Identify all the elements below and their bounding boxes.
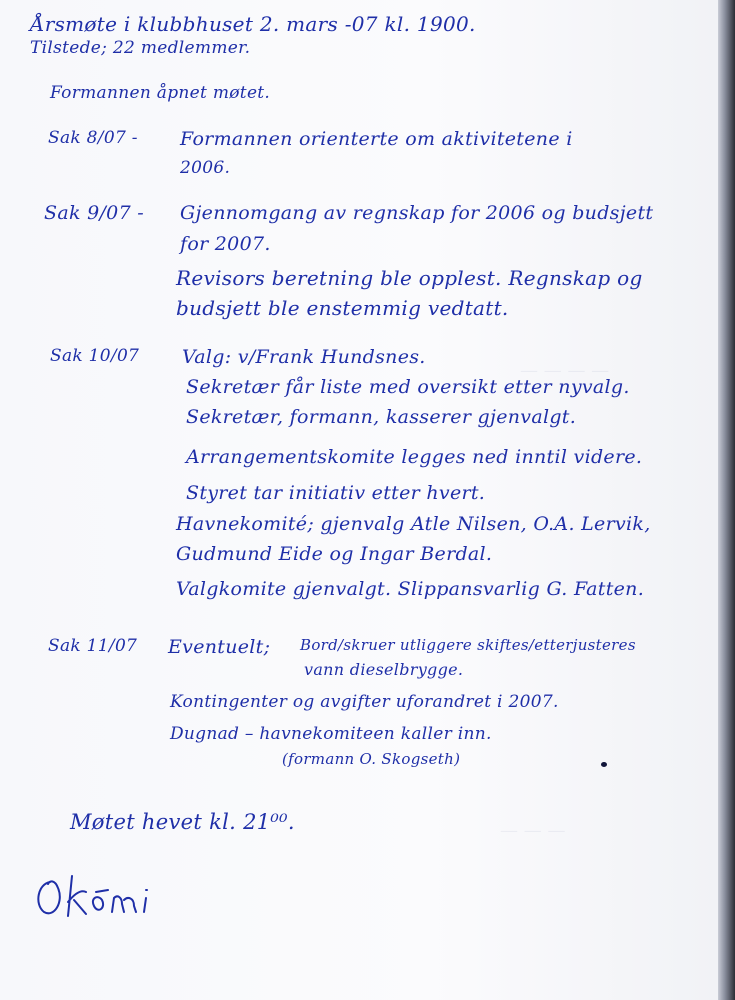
page-binding-edge — [718, 0, 735, 1000]
show-through: — — — — [500, 820, 566, 841]
case-text: Styret tar initiativ etter hvert. — [186, 482, 486, 504]
case-text: vann dieselbrygge. — [304, 660, 464, 679]
case-text: Havnekomité; gjenvalg Atle Nilsen, O.A. Lervik, — [176, 513, 651, 535]
case-number: Sak 10/07 — [50, 346, 140, 366]
case-text: Sekretær får liste med oversikt etter nyvalg. — [186, 376, 630, 398]
attendance-line: Tilstede; 22 medlemmer. — [30, 38, 251, 58]
case-text: Gudmund Eide og Ingar Berdal. — [176, 543, 493, 565]
case-number: Sak 9/07 - — [44, 202, 145, 224]
case-text: Sekretær, formann, kasserer gjenvalgt. — [186, 406, 577, 428]
opening-line: Formannen åpnet møtet. — [50, 83, 271, 103]
closing-line: Møtet hevet kl. 21⁰⁰. — [70, 810, 295, 834]
case-text: Arrangementskomite legges ned inntil videre. — [186, 446, 643, 468]
case-text: (formann O. Skogseth) — [282, 750, 461, 768]
case-text: Eventuelt; — [168, 636, 271, 658]
case-text: Revisors beretning ble opplest. Regnskap og — [176, 266, 643, 290]
case-text: budsjett ble enstemmig vedtatt. — [176, 296, 509, 320]
case-text: for 2007. — [180, 233, 271, 255]
show-through: — — — — — [520, 360, 610, 381]
ink-dot — [601, 762, 607, 767]
case-text: Bord/skruer utliggere skiftes/etterjusteres — [300, 636, 636, 654]
meeting-header: Årsmøte i klubbhuset 2. mars -07 kl. 1900. — [30, 12, 476, 36]
case-number: Sak 8/07 - — [48, 128, 138, 148]
case-text: Formannen orienterte om aktivitetene i — [180, 128, 573, 150]
case-text: Gjennomgang av regnskap for 2006 og budsjett — [180, 202, 654, 224]
case-text: 2006. — [180, 158, 231, 178]
case-number: Sak 11/07 — [48, 636, 138, 656]
case-text: Kontingenter og avgifter uforandret i 2007. — [170, 692, 559, 712]
case-text: Valgkomite gjenvalgt. Slippansvarlig G. Fatten. — [176, 578, 645, 600]
case-text: Dugnad – havnekomiteen kaller inn. — [170, 724, 492, 744]
case-text: Valg: v/Frank Hundsnes. — [182, 346, 426, 368]
handwritten-signature — [28, 868, 168, 928]
